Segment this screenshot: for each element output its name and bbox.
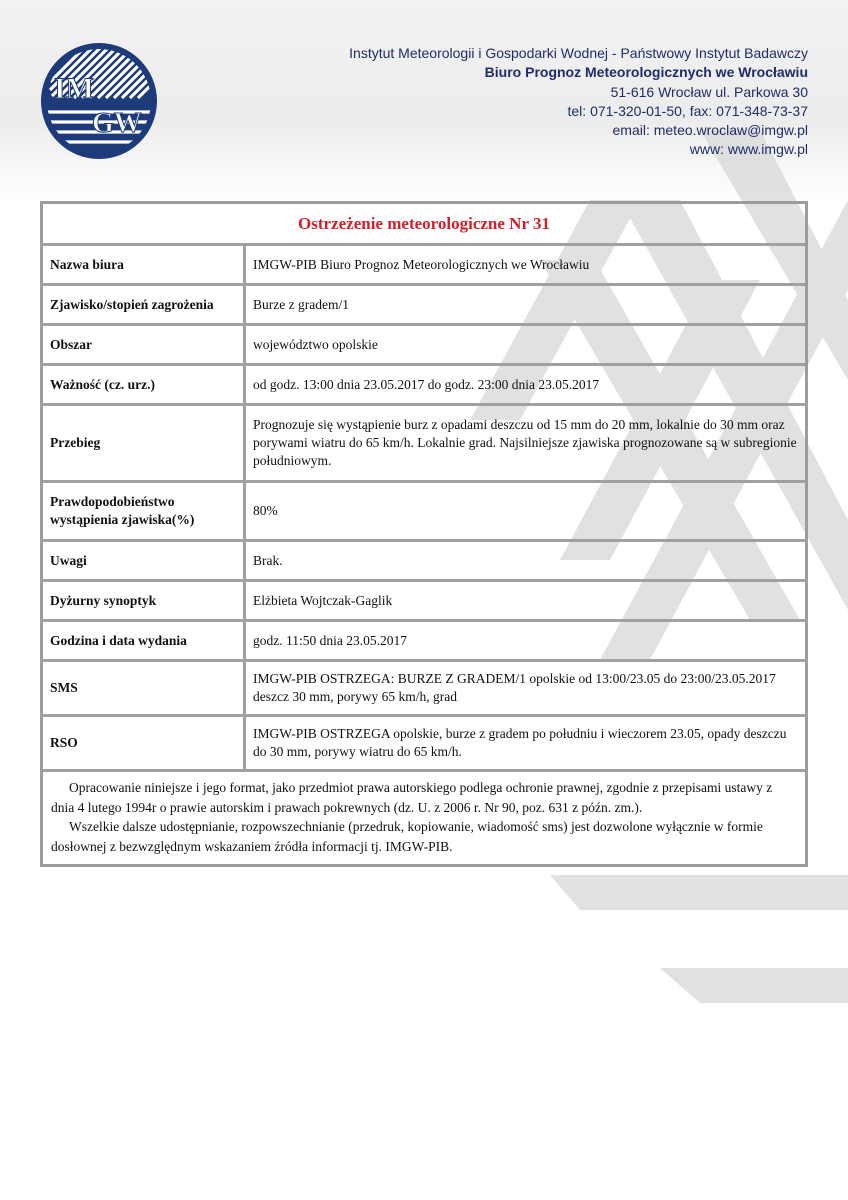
office-header: [349, 44, 808, 160]
office-phone: tel: 071-320-01-50, fax: 071-348-73-37: [567, 102, 808, 119]
row-value-office: IMGW-PIB Biuro Prognoz Meteorologicznych we Wrocławiu: [253, 256, 590, 272]
row-value-remarks: Brak.: [253, 552, 283, 568]
table-row: [43, 243, 805, 283]
row-label-rso: RSO: [43, 717, 246, 769]
warning-title-row: [43, 204, 805, 243]
table-row: [43, 403, 805, 480]
row-value-validity: od godz. 13:00 dnia 23.05.2017 do godz. 23:00 dnia 23.05.2017: [253, 376, 600, 392]
table-row: [43, 480, 805, 539]
copyright-footer-row: [43, 769, 805, 864]
table-row: [43, 363, 805, 403]
row-label-probability: Prawdopodobieństwo wystąpienia zjawiska(%): [43, 483, 246, 539]
warning-table: [40, 201, 808, 867]
row-label-remarks: Uwagi: [43, 542, 246, 579]
row-value-rso: IMGW-PIB OSTRZEGA opolskie, burze z gradem po południu i wieczorem 23.05, opady deszczu do 30 mm, porywy wiatru do 65 km/h.: [253, 726, 787, 759]
row-label-course: Przebieg: [43, 406, 246, 480]
copyright-footer: [43, 772, 805, 864]
row-label-sms: SMS: [43, 662, 246, 714]
row-value-sms: IMGW-PIB OSTRZEGA: BURZE Z GRADEM/1 opolskie od 13:00/23.05 do 23:00/23.05.2017 deszcz 30 mm, porywy 65 km/h, grad: [253, 671, 776, 704]
row-label-issued: Godzina i data wydania: [43, 622, 246, 659]
office-website[interactable]: www: www.imgw.pl: [689, 141, 808, 158]
row-label-phenomenon: Zjawisko/stopień zagrożenia: [43, 286, 246, 323]
row-value-area: województwo opolskie: [253, 336, 378, 352]
office-address: 51-616 Wrocław ul. Parkowa 30: [610, 83, 808, 100]
table-row: [43, 579, 805, 619]
row-value-phenomenon: Burze z gradem/1: [253, 296, 349, 312]
logo-text-im: IM: [54, 72, 94, 105]
institute-name: Instytut Meteorologii i Gospodarki Wodnej - Państwowy Instytut Badawczy: [349, 45, 808, 61]
row-value-forecaster: Elżbieta Wojtczak-Gaglik: [253, 592, 393, 608]
copyright-paragraph: Opracowanie niniejsze i jego format, jako przedmiot prawa autorskiego podlega ochronie prawnej, zgodnie z przepisami ustawy z dnia 4 lutego 1994r o prawie autorskim i prawach pokrewnych (dz. U. z 2006 r. Nr 90, poz. 631 z późn. zm.).: [51, 780, 773, 815]
row-label-forecaster: Dyżurny synoptyk: [43, 582, 246, 619]
office-name: Biuro Prognoz Meteorologicznych we Wrocławiu: [484, 64, 808, 81]
table-row: [43, 619, 805, 659]
warning-title: Ostrzeżenie meteorologiczne Nr 31: [298, 213, 550, 233]
row-value-course: Prognozuje się wystąpienie burz z opadami deszczu od 15 mm do 20 mm, lokalnie do 30 mm oraz porywami wiatru do 65 km/h. Lokalnie grad. Najsilniejsze zjawiska prognozowane są w subregionie południowym.: [253, 417, 797, 468]
table-row: [43, 714, 805, 769]
row-label-validity: Ważność (cz. urz.): [43, 366, 246, 403]
table-row: [43, 323, 805, 363]
row-label-area: Obszar: [43, 326, 246, 363]
logo-text-gw: GW: [92, 108, 142, 139]
office-email[interactable]: email: meteo.wroclaw@imgw.pl: [612, 122, 808, 139]
row-label-office: Nazwa biura: [43, 246, 246, 283]
row-value-issued: godz. 11:50 dnia 23.05.2017: [253, 632, 407, 648]
row-value-probability: 80%: [253, 503, 278, 518]
redistribution-paragraph: Wszelkie dalsze udostępnianie, rozpowszechnianie (przedruk, kopiowanie, wiadomość sms) jest dozwolone wyłącznie w formie dosłownej z bezwzględnym wskazaniem źródła informacji tj. IMGW-PIB.: [51, 819, 763, 854]
table-row: [43, 659, 805, 714]
table-row: [43, 539, 805, 579]
imgw-logo: [40, 42, 158, 160]
table-row: [43, 283, 805, 323]
